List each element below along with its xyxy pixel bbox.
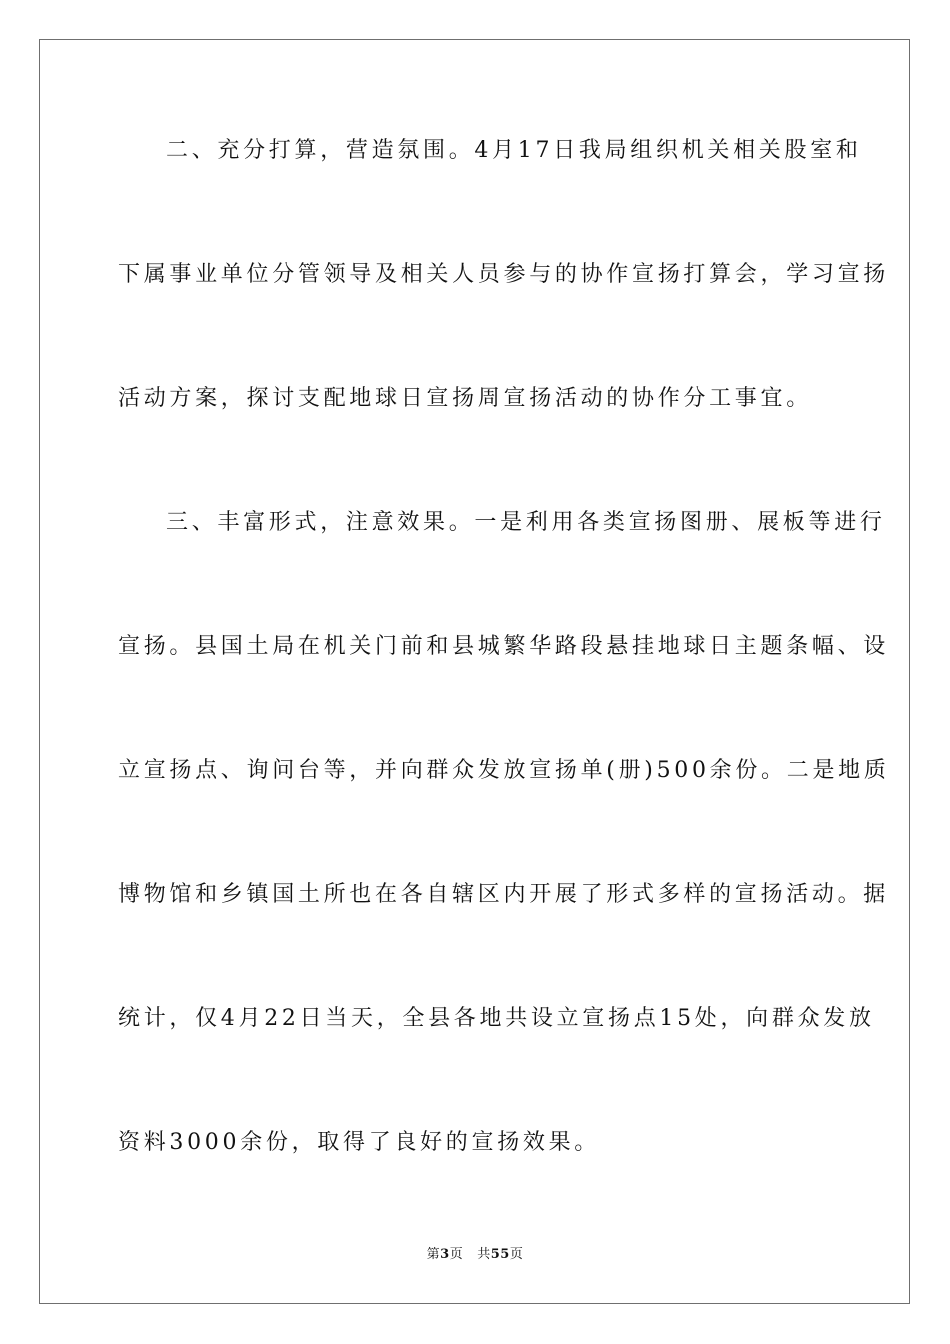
page-border [39,39,910,1304]
page-footer [0,1245,950,1265]
paragraph-3-line-4: 博物馆和乡镇国土所也在各自辖区内开展了形式多样的宣扬活动。据 [118,882,890,907]
paragraph-2-line-3: 活动方案，探讨支配地球日宣扬周宣扬活动的协作分工事宜。 [118,386,812,411]
paragraph-2-line-1: 二、充分打算，营造氛围。4月17日我局组织机关相关股室和 [166,138,862,163]
total-prefix: 共 [477,1247,491,1262]
page-number: 3 [440,1247,450,1262]
paragraph-3-line-6: 资料3000余份，取得了良好的宣扬效果。 [118,1130,600,1155]
page-prefix: 第 [426,1247,441,1262]
paragraph-3-line-1: 三、丰富形式，注意效果。一是利用各类宣扬图册、展板等进行 [166,510,886,535]
paragraph-2-line-2: 下属事业单位分管领导及相关人员参与的协作宣扬打算会，学习宣扬 [118,262,890,287]
page-unit: 页 [449,1247,464,1262]
paragraph-3-line-2: 宣扬。县国土局在机关门前和县城繁华路段悬挂地球日主题条幅、设 [118,634,890,659]
total-pages: 55 [490,1247,510,1262]
paragraph-3-line-3: 立宣扬点、询问台等，并向群众发放宣扬单(册)500余份。二是地质 [118,758,890,783]
paragraph-3-line-5: 统计，仅4月22日当天，全县各地共设立宣扬点15处，向群众发放 [118,1006,875,1031]
total-unit: 页 [509,1247,524,1262]
